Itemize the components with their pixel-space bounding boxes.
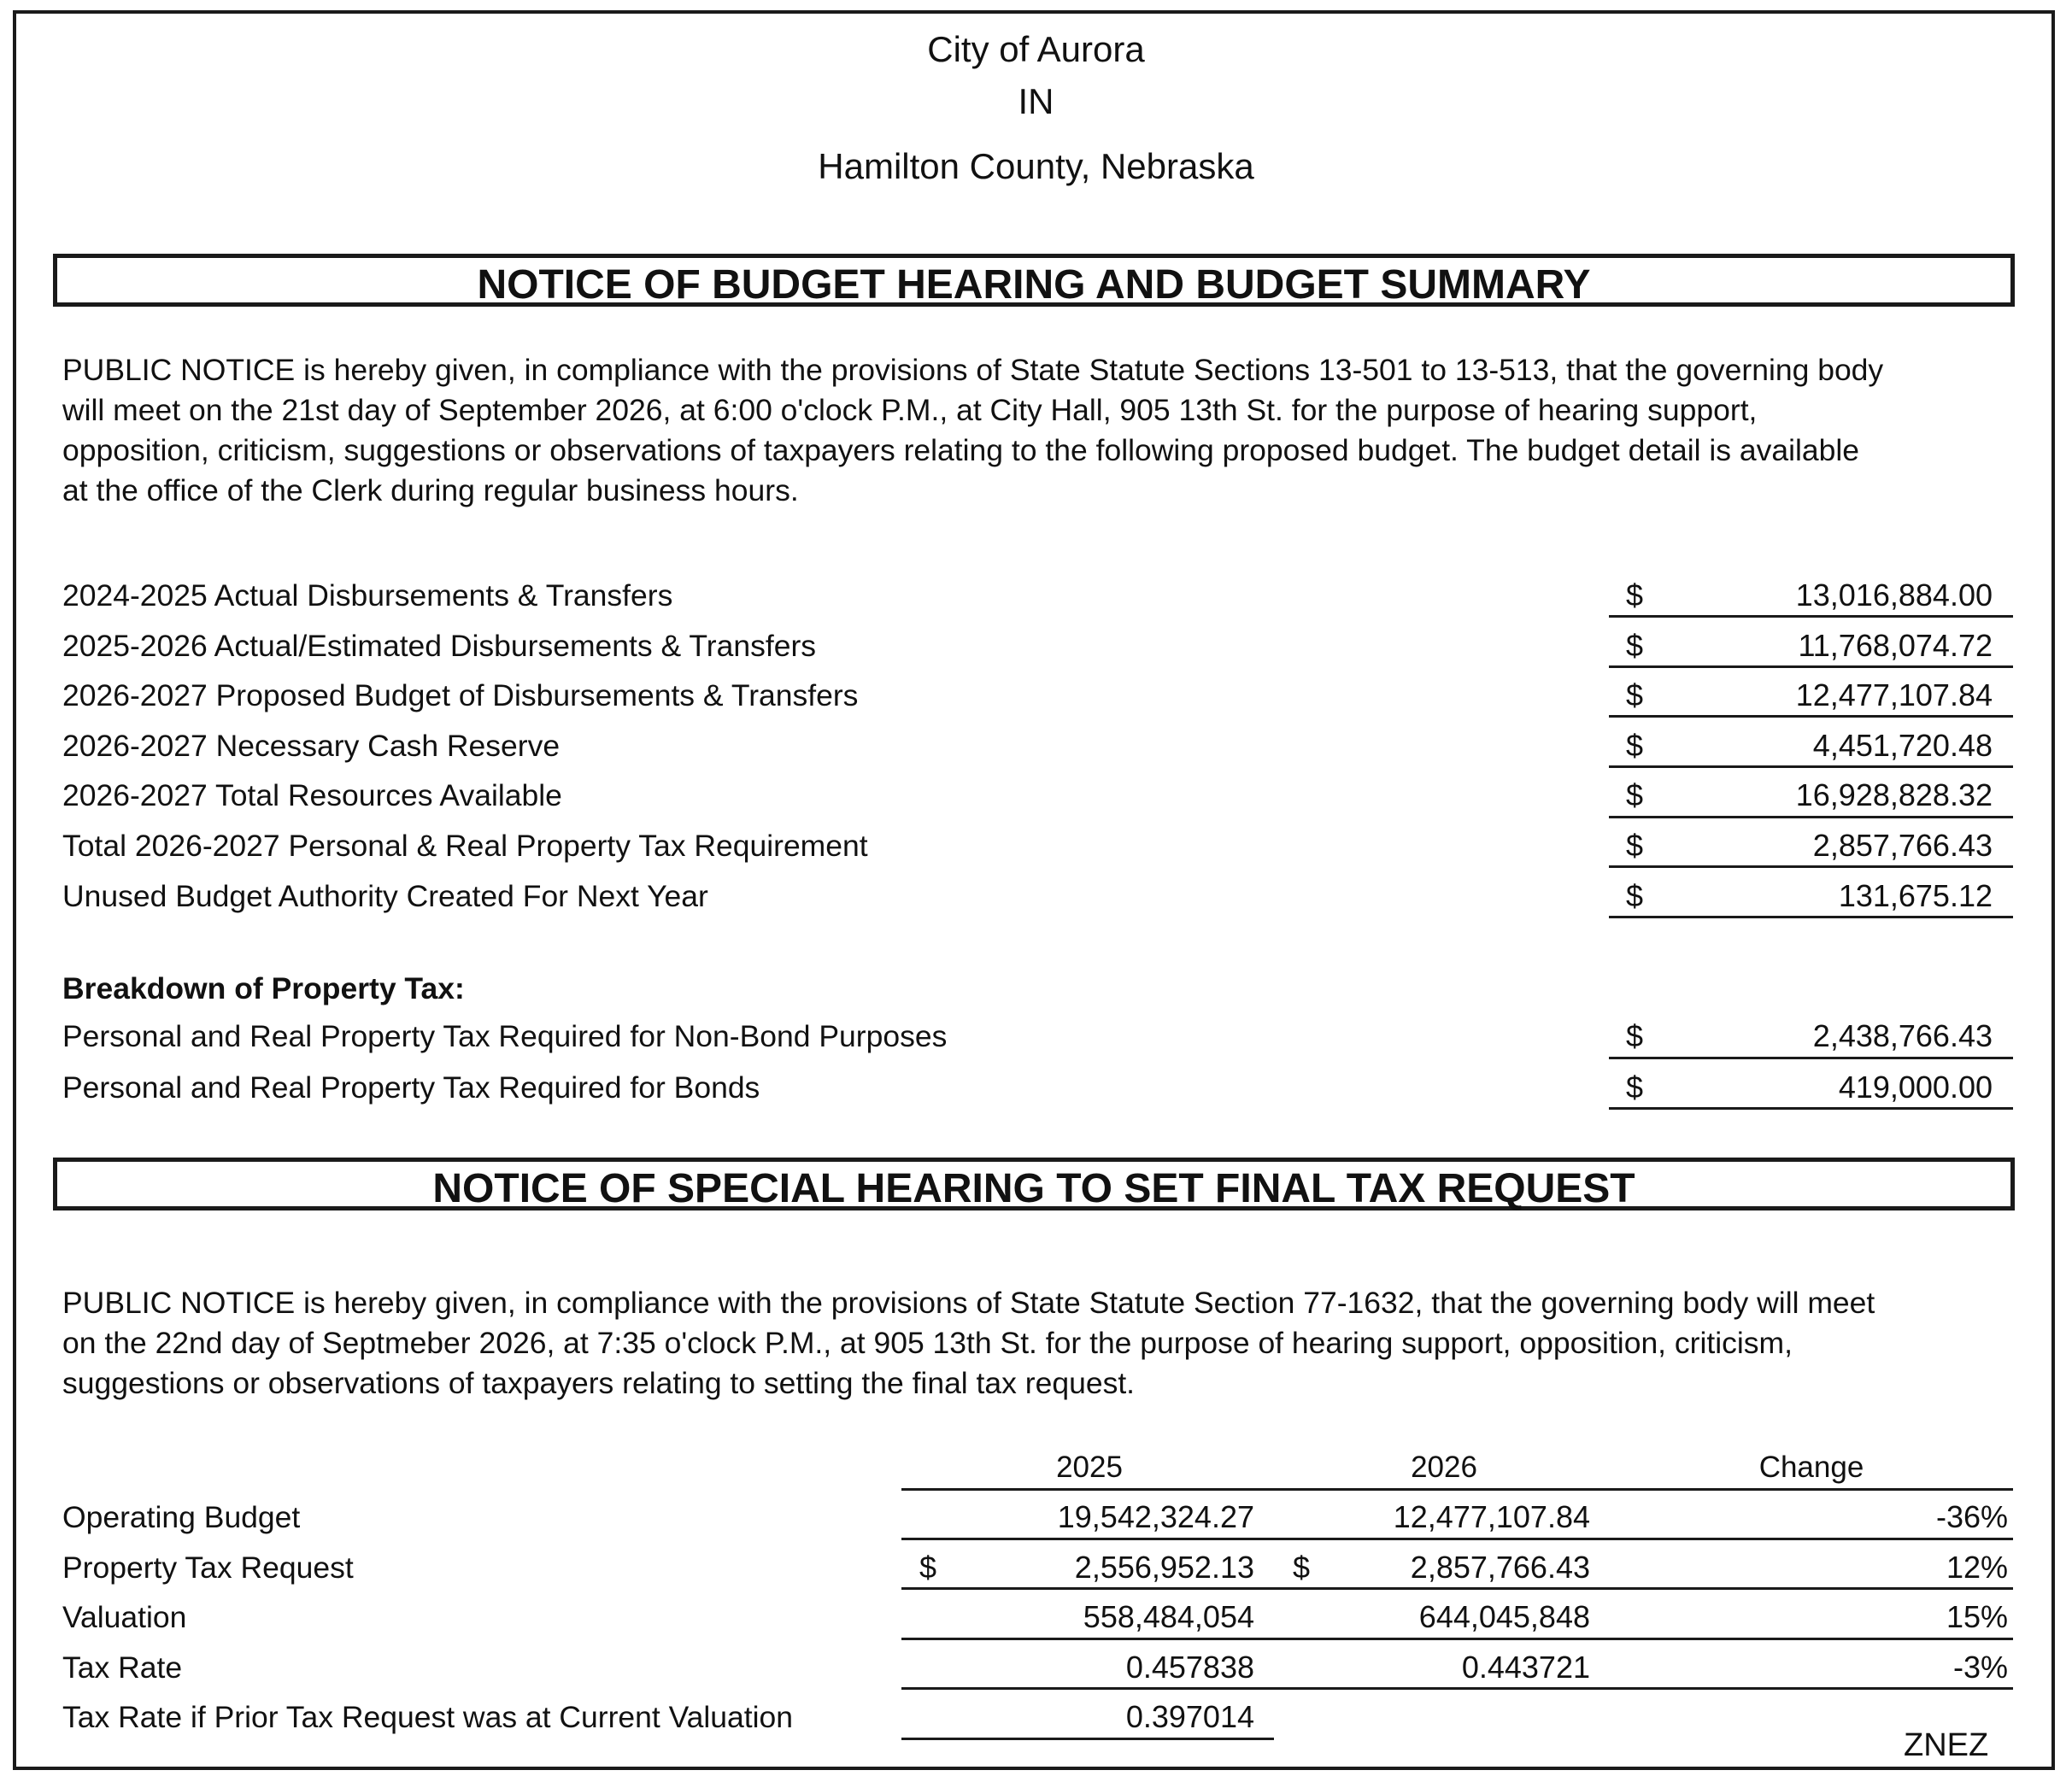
budget-notice-banner [53,254,2015,307]
value-2025: 0.397014 [1125,1699,1254,1734]
dollar-sign: $ [1626,728,1644,763]
budget-item-label: 2026-2027 Proposed Budget of Disbursements & Transfers [62,678,859,712]
row-label: Property Tax Request [62,1550,354,1585]
budget-item-label: Unused Budget Authority Created For Next Year [62,879,708,913]
county-name: Hamilton County, Nebraska [818,146,1254,186]
dollar-sign: $ [1626,577,1644,613]
value-2025: 2,556,952.13 [1074,1550,1254,1585]
dollar-sign: $ [1626,677,1644,712]
paragraph-line: PUBLIC NOTICE is hereby given, in compliance with the provisions of State Statute Section 77-1632, that the governing body will meet [62,1286,1875,1320]
dollar-sign: $ [1626,828,1644,863]
underline [1609,916,2013,918]
row-label: Valuation [62,1600,187,1634]
column-header: 2026 [1411,1451,1477,1484]
column-header: Change [1758,1451,1864,1484]
column-header: 2025 [1056,1451,1123,1484]
value-change: 12% [1946,1550,2008,1585]
budget-item-label: 2025-2026 Actual/Estimated Disbursements & Transfers [62,629,817,663]
paragraph-line: will meet on the 21st day of September 2026, at 6:00 o'clock P.M., at City Hall, 905 13th St. for the purpose of hearing support, [62,393,1758,427]
breakdown-item-amount: 2,438,766.43 [1812,1018,1993,1053]
budget-item-amount: 4,451,720.48 [1812,728,1993,763]
paragraph-line: at the office of the Clerk during regular business hours. [62,473,799,507]
underline [1609,1107,2013,1110]
dollar-sign: $ [1626,628,1644,663]
breakdown-title: Breakdown of Property Tax: [62,971,465,1005]
underline [1609,816,2013,818]
budget-item-label: 2024-2025 Actual Disbursements & Transfers [62,578,673,613]
underline [1609,765,2013,768]
value-2026: 644,045,848 [1418,1599,1590,1634]
dollar-sign: $ [919,1550,937,1585]
value-change: -36% [1935,1499,2008,1534]
value-2026: 2,857,766.43 [1410,1550,1590,1585]
dollar-sign: $ [1626,1018,1644,1053]
underline [1609,715,2013,718]
dollar-sign: $ [1626,878,1644,913]
underline [901,1587,2013,1590]
breakdown-item-label: Personal and Real Property Tax Required for Bonds [62,1070,760,1105]
paragraph-line: PUBLIC NOTICE is hereby given, in compliance with the provisions of State Statute Sections 13-501 to 13-513, that the governing body [62,353,1884,387]
budget-item-amount: 12,477,107.84 [1795,677,1993,712]
breakdown-item-amount: 419,000.00 [1838,1070,1993,1105]
paragraph-line: opposition, criticism, suggestions or observations of taxpayers relating to the following proposed budget. The budget detail is available [62,433,1859,467]
value-2025: 558,484,054 [1083,1599,1254,1634]
dollar-sign: $ [1626,1070,1644,1105]
row-label: Tax Rate [62,1650,183,1685]
value-2026: 12,477,107.84 [1393,1499,1590,1534]
underline [901,1687,2013,1690]
underline [1609,665,2013,668]
footer-code: ZNEZ [1904,1727,1989,1763]
budget-notice-paragraph [62,350,2019,511]
budget-item-label: Total 2026-2027 Personal & Real Property Tax Requirement [62,829,868,863]
value-change: 15% [1946,1599,2008,1634]
underline [901,1538,2013,1540]
budget-item-amount: 11,768,074.72 [1798,628,1993,663]
budget-item-amount: 13,016,884.00 [1795,577,1993,613]
dollar-sign: $ [1293,1550,1311,1585]
row-label: Operating Budget [62,1500,301,1534]
underline [1609,865,2013,868]
budget-item-amount: 2,857,766.43 [1812,828,1993,863]
header-rule [901,1488,2013,1491]
underline [1609,1057,2013,1059]
underline [1609,615,2013,618]
budget-item-amount: 131,675.12 [1838,878,1993,913]
breakdown-item-label: Personal and Real Property Tax Required for Non-Bond Purposes [62,1019,948,1053]
value-change: -3% [1952,1650,2008,1685]
budget-notice-title: NOTICE OF BUDGET HEARING AND BUDGET SUMMARY [477,262,1591,308]
row-label: Tax Rate if Prior Tax Request was at Current Valuation [62,1700,794,1734]
budget-item-label: 2026-2027 Necessary Cash Reserve [62,729,561,763]
paragraph-line: on the 22nd day of Septmeber 2026, at 7:35 o'clock P.M., at 905 13th St. for the purpose of hearing support, opposition, criticism, [62,1326,1793,1360]
underline [901,1738,1274,1740]
budget-item-label: 2026-2027 Total Resources Available [62,778,562,812]
value-2026: 0.443721 [1461,1650,1590,1685]
value-2025: 0.457838 [1125,1650,1254,1685]
special-notice-title: NOTICE OF SPECIAL HEARING TO SET FINAL TAX REQUEST [432,1166,1635,1211]
paragraph-line: suggestions or observations of taxpayers relating to setting the final tax request. [62,1366,1136,1400]
state-abbr: IN [1018,81,1054,121]
underline [901,1638,2013,1640]
special-notice-banner [53,1158,2015,1210]
budget-item-amount: 16,928,828.32 [1795,777,1993,812]
dollar-sign: $ [1626,777,1644,812]
value-2025: 19,542,324.27 [1057,1499,1254,1534]
city-name: City of Aurora [927,29,1145,69]
special-notice-paragraph [62,1283,2019,1404]
